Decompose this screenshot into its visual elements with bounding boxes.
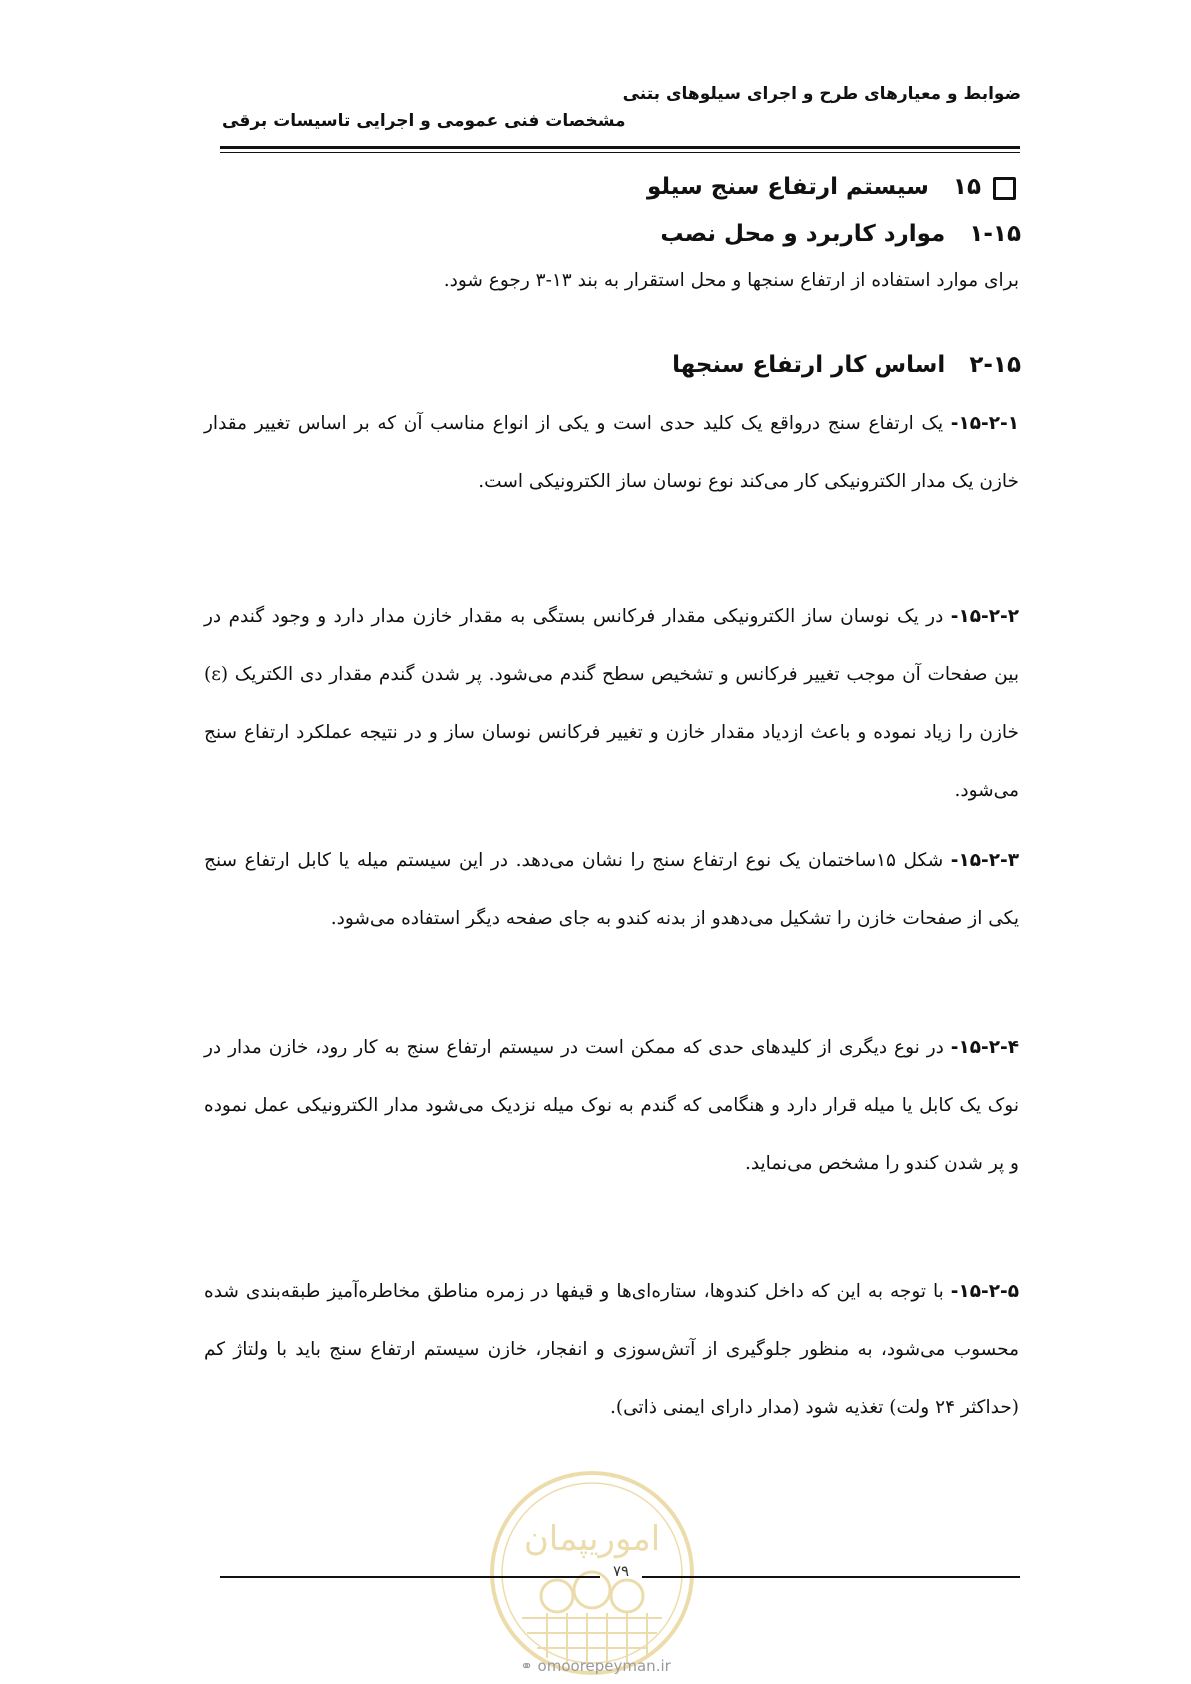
header-chapter-title: مشخصات فنی عمومی و اجرایی تاسیسات برقی: [222, 111, 626, 131]
section-heading: [647, 174, 981, 200]
paragraph-number: ۱۵-۲-۲-: [950, 606, 1019, 627]
subsection-1-number: ۱-۱۵: [969, 221, 1021, 247]
subsection-1-heading: [660, 221, 1021, 247]
watermark-url: [0, 1657, 1191, 1675]
watermark-url-text: omoorepeyman.ir: [537, 1657, 671, 1675]
header-rule-thin: [220, 152, 1020, 153]
header-rule-thick: [220, 146, 1020, 149]
paragraph-number: ۱۵-۲-۱-: [950, 413, 1019, 434]
paragraph-text: یک ارتفاع سنج درواقع یک کلید حدی است و یکی از انواع مناسب آن که بر اساس تغییر مقدار خازن یک مدار الکترونیکی کار می‌کند نوع نوسان ساز الکترونیکی است.: [204, 413, 1019, 492]
subsection-1-text: برای موارد استفاده از ارتفاع سنجها و محل استقرار به بند ۱۳-۳ رجوع شود.: [443, 270, 1019, 291]
subsection-2-number: ۲-۱۵: [969, 352, 1021, 378]
paragraph-15-2-5: [204, 1263, 1019, 1437]
section-number: ۱۵: [952, 174, 981, 200]
subsection-2-heading: [672, 352, 1021, 378]
section-title: سیستم ارتفاع سنج سیلو: [646, 174, 929, 200]
paragraph-number: ۱۵-۲-۳-: [950, 850, 1019, 871]
footer-rule-left: [220, 1576, 600, 1578]
subsection-1-title: موارد کاربرد و محل نصب: [660, 221, 946, 247]
paragraph-15-2-1: [204, 395, 1019, 511]
checkbox-square-icon: [993, 177, 1016, 200]
page-number: ۷۹: [612, 1562, 630, 1580]
footer-rule-right: [642, 1576, 1020, 1578]
watermark-globe-icon: ⚭: [520, 1657, 533, 1675]
subsection-2-title: اساس کار ارتفاع سنجها: [672, 352, 946, 378]
paragraph-text: با توجه به این که داخل کندوها، ستاره‌ای‌ها و قیفها در زمره مناطق مخاطره‌آمیز طبقه‌بندی شده محسوب می‌شود، به منظور جلوگیری از آتش‌سوزی و انفجار، خازن سیستم ارتفاع سنج باید با ولتاژ کم (حداکثر ۲۴ ولت) تغذیه شود (مدار دارای ایمنی ذاتی).: [204, 1281, 1019, 1418]
paragraph-text: شکل ۱۵ساختمان یک نوع ارتفاع سنج را نشان می‌دهد. در این سیستم میله یا کابل ارتفاع سنج یکی از صفحات خازن را تشکیل می‌دهدو از بدنه کندو به جای صفحه دیگر استفاده می‌شود.: [204, 850, 1019, 929]
paragraph-number: ۱۵-۲-۵-: [950, 1281, 1019, 1302]
paragraph-15-2-3: [204, 832, 1019, 948]
watermark-logo-text: اموریپمان: [523, 1519, 661, 1559]
paragraph-15-2-4: [204, 1019, 1019, 1193]
paragraph-text: در یک نوسان ساز الکترونیکی مقدار فرکانس بستگی به مقدار خازن مدار دارد و وجود گندم در بین صفحات آن موجب تغییر فرکانس و تشخیص سطح گندم می‌شود. پر شدن گندم مقدار دی الکتریک (ε) خازن را زیاد نموده و باعث ازدیاد مقدار خازن و تغییر فرکانس نوسان ساز و در نتیجه عملکرد ارتفاع سنج می‌شود.: [204, 606, 1019, 801]
watermark-seal-icon: [487, 1468, 697, 1678]
paragraph-15-2-2: [204, 588, 1019, 820]
header-book-title: ضوابط و معیارهای طرح و اجرای سیلوهای بتنی: [622, 84, 1021, 104]
paragraph-number: ۱۵-۲-۴-: [950, 1037, 1019, 1058]
paragraph-text: در نوع دیگری از کلیدهای حدی که ممکن است در سیستم ارتفاع سنج به کار رود، خازن مدار در نوک یک کابل یا میله قرار دارد و هنگامی که گندم به نوک میله نزدیک می‌شود مدار الکترونیکی عمل نموده و پر شدن کندو را مشخص می‌نماید.: [204, 1037, 1019, 1174]
